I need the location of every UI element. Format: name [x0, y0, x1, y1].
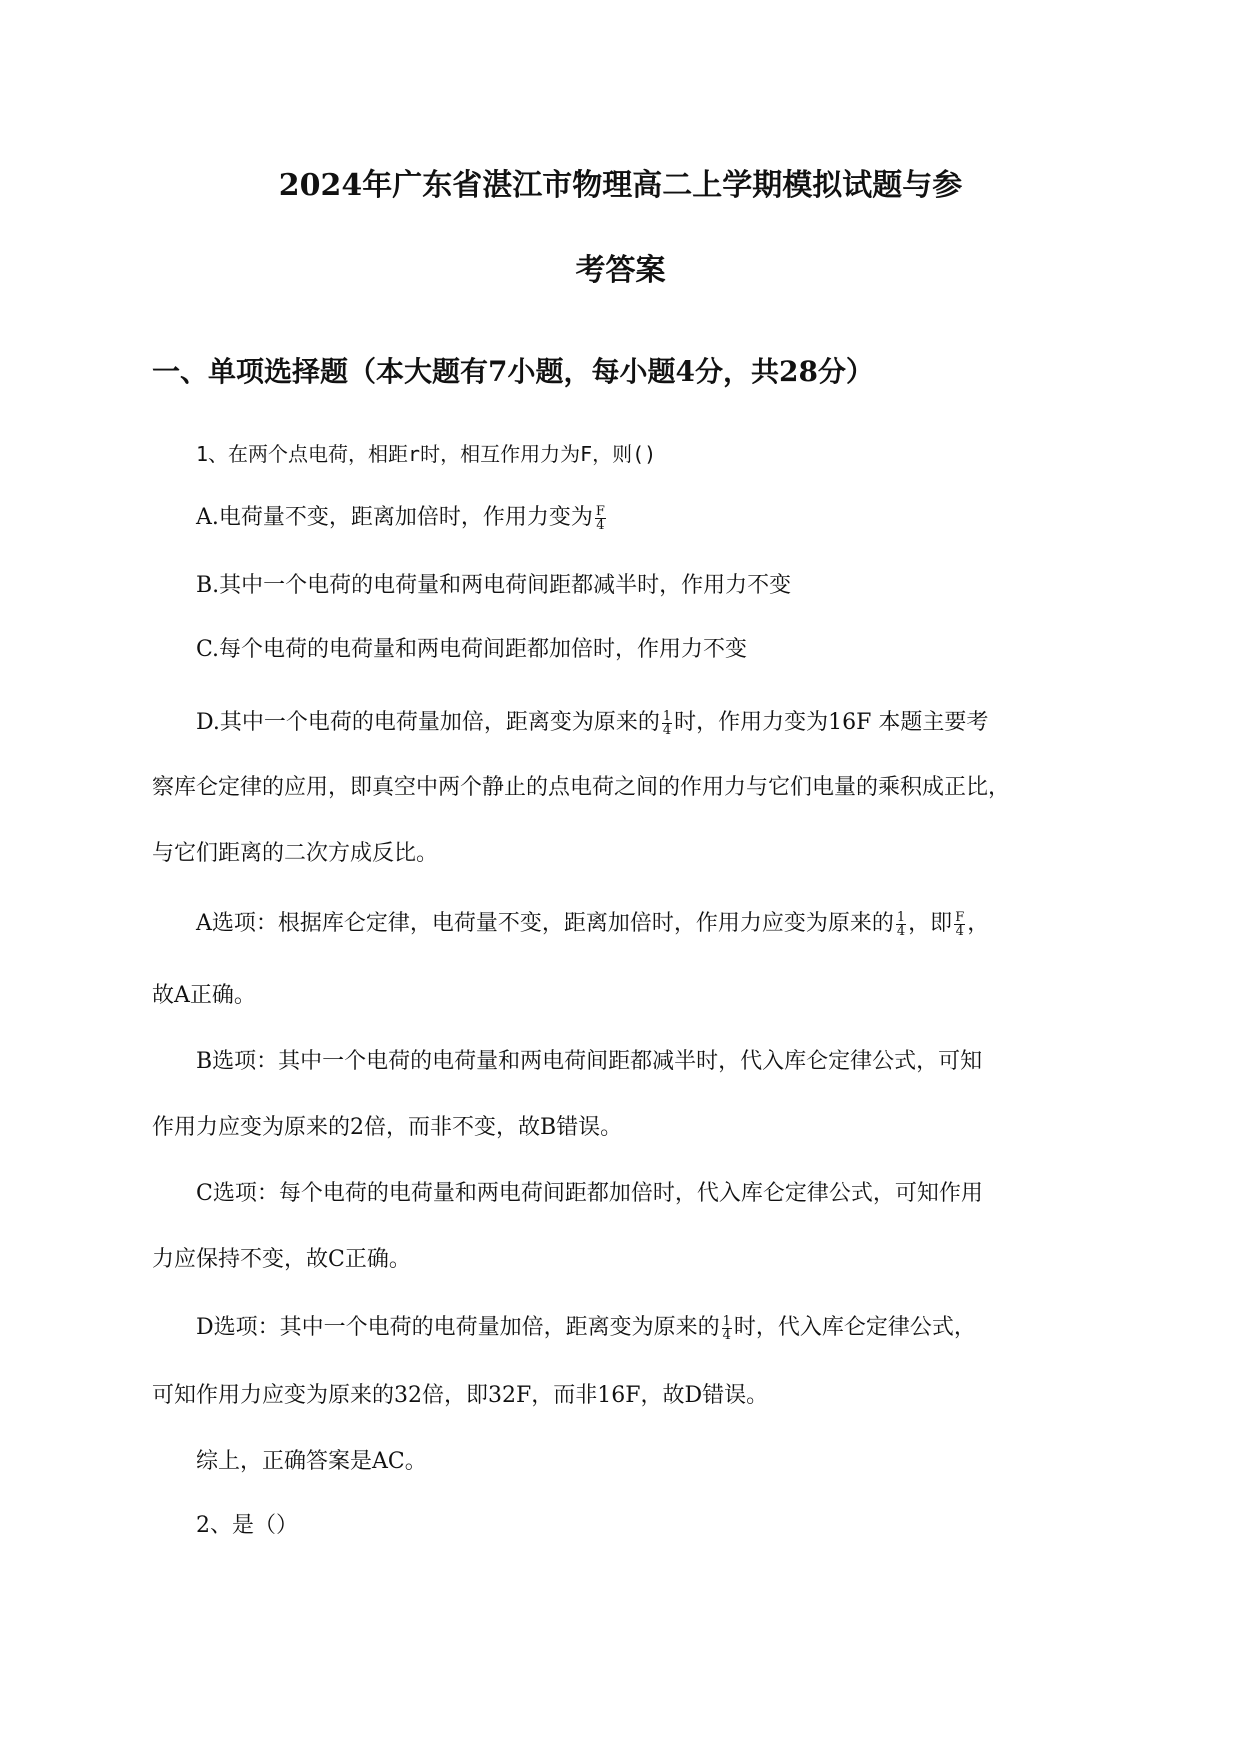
question-1-option-a: [196, 500, 608, 532]
explanation-d-line1: [196, 1310, 976, 1342]
fraction-1-over-4: $\frac{1}{4}$: [896, 909, 906, 939]
analysis-line-2: 察库仑定律的应用，即真空中两个静止的点电荷之间的作用力与它们电量的乘积成正比，: [152, 775, 1011, 800]
question-1-stem: 1、在两个点电荷，相距r时，相互作用力为F，则(): [196, 442, 657, 466]
fraction-f-over-4: $\frac{F}{4}$: [595, 503, 605, 533]
explanation-d-text-pre: D选项：其中一个电荷的电荷量加倍，距离变为原来的: [196, 1315, 720, 1340]
explanation-a-mid: ，即: [908, 911, 953, 936]
fraction-f-over-4: $\frac{F}{4}$: [955, 909, 965, 939]
explanation-b-line2: 作用力应变为原来的2倍，而非不变，故B错误。: [152, 1115, 623, 1140]
section-heading: 一、单项选择题（本大题有7小题，每小题4分，共28分）: [152, 355, 874, 388]
explanation-d-text-post: 时，代入库仑定律公式，: [733, 1315, 976, 1340]
option-d-text-pre: D.其中一个电荷的电荷量加倍，距离变为原来的: [196, 710, 660, 735]
option-a-text: A.电荷量不变，距离加倍时，作用力变为: [196, 505, 593, 530]
explanation-a-text: A选项：根据库仑定律，电荷量不变，距离加倍时，作用力应变为原来的: [196, 911, 894, 936]
explanation-c-line2: 力应保持不变，故C正确。: [152, 1247, 411, 1272]
fraction-1-over-4: $\frac{1}{4}$: [722, 1313, 731, 1343]
explanation-d-line2: 可知作用力应变为原来的32倍，即32F，而非16F，故D错误。: [152, 1383, 769, 1408]
explanation-a-post: ，: [967, 911, 990, 936]
question-2-stem: 2、是（）: [196, 1513, 298, 1538]
question-1-option-b: B.其中一个电荷的电荷量和两电荷间距都减半时，作用力不变: [196, 573, 792, 598]
option-d-text-post: 时，作用力变为16F 本题主要考: [674, 710, 989, 735]
document-title-line2: 考答案: [575, 253, 666, 288]
answer-summary: 综上，正确答案是AC。: [196, 1449, 427, 1474]
explanation-b-line1: B选项：其中一个电荷的电荷量和两电荷间距都减半时，代入库仑定律公式，可知: [196, 1049, 983, 1074]
question-1-option-c: C.每个电荷的电荷量和两电荷间距都加倍时，作用力不变: [196, 637, 748, 662]
question-1-option-d: [196, 705, 988, 737]
explanation-a-line1: [196, 906, 989, 938]
explanation-c-line1: C选项：每个电荷的电荷量和两电荷间距都加倍时，代入库仑定律公式，可知作用: [196, 1181, 983, 1206]
fraction-1-over-4: $\frac{1}{4}$: [662, 708, 672, 738]
analysis-line-3: 与它们距离的二次方成反比。: [152, 841, 439, 866]
explanation-a-line2: 故A正确。: [152, 983, 256, 1008]
document-title-line1: 2024年广东省湛江市物理高二上学期模拟试题与参: [278, 168, 963, 203]
